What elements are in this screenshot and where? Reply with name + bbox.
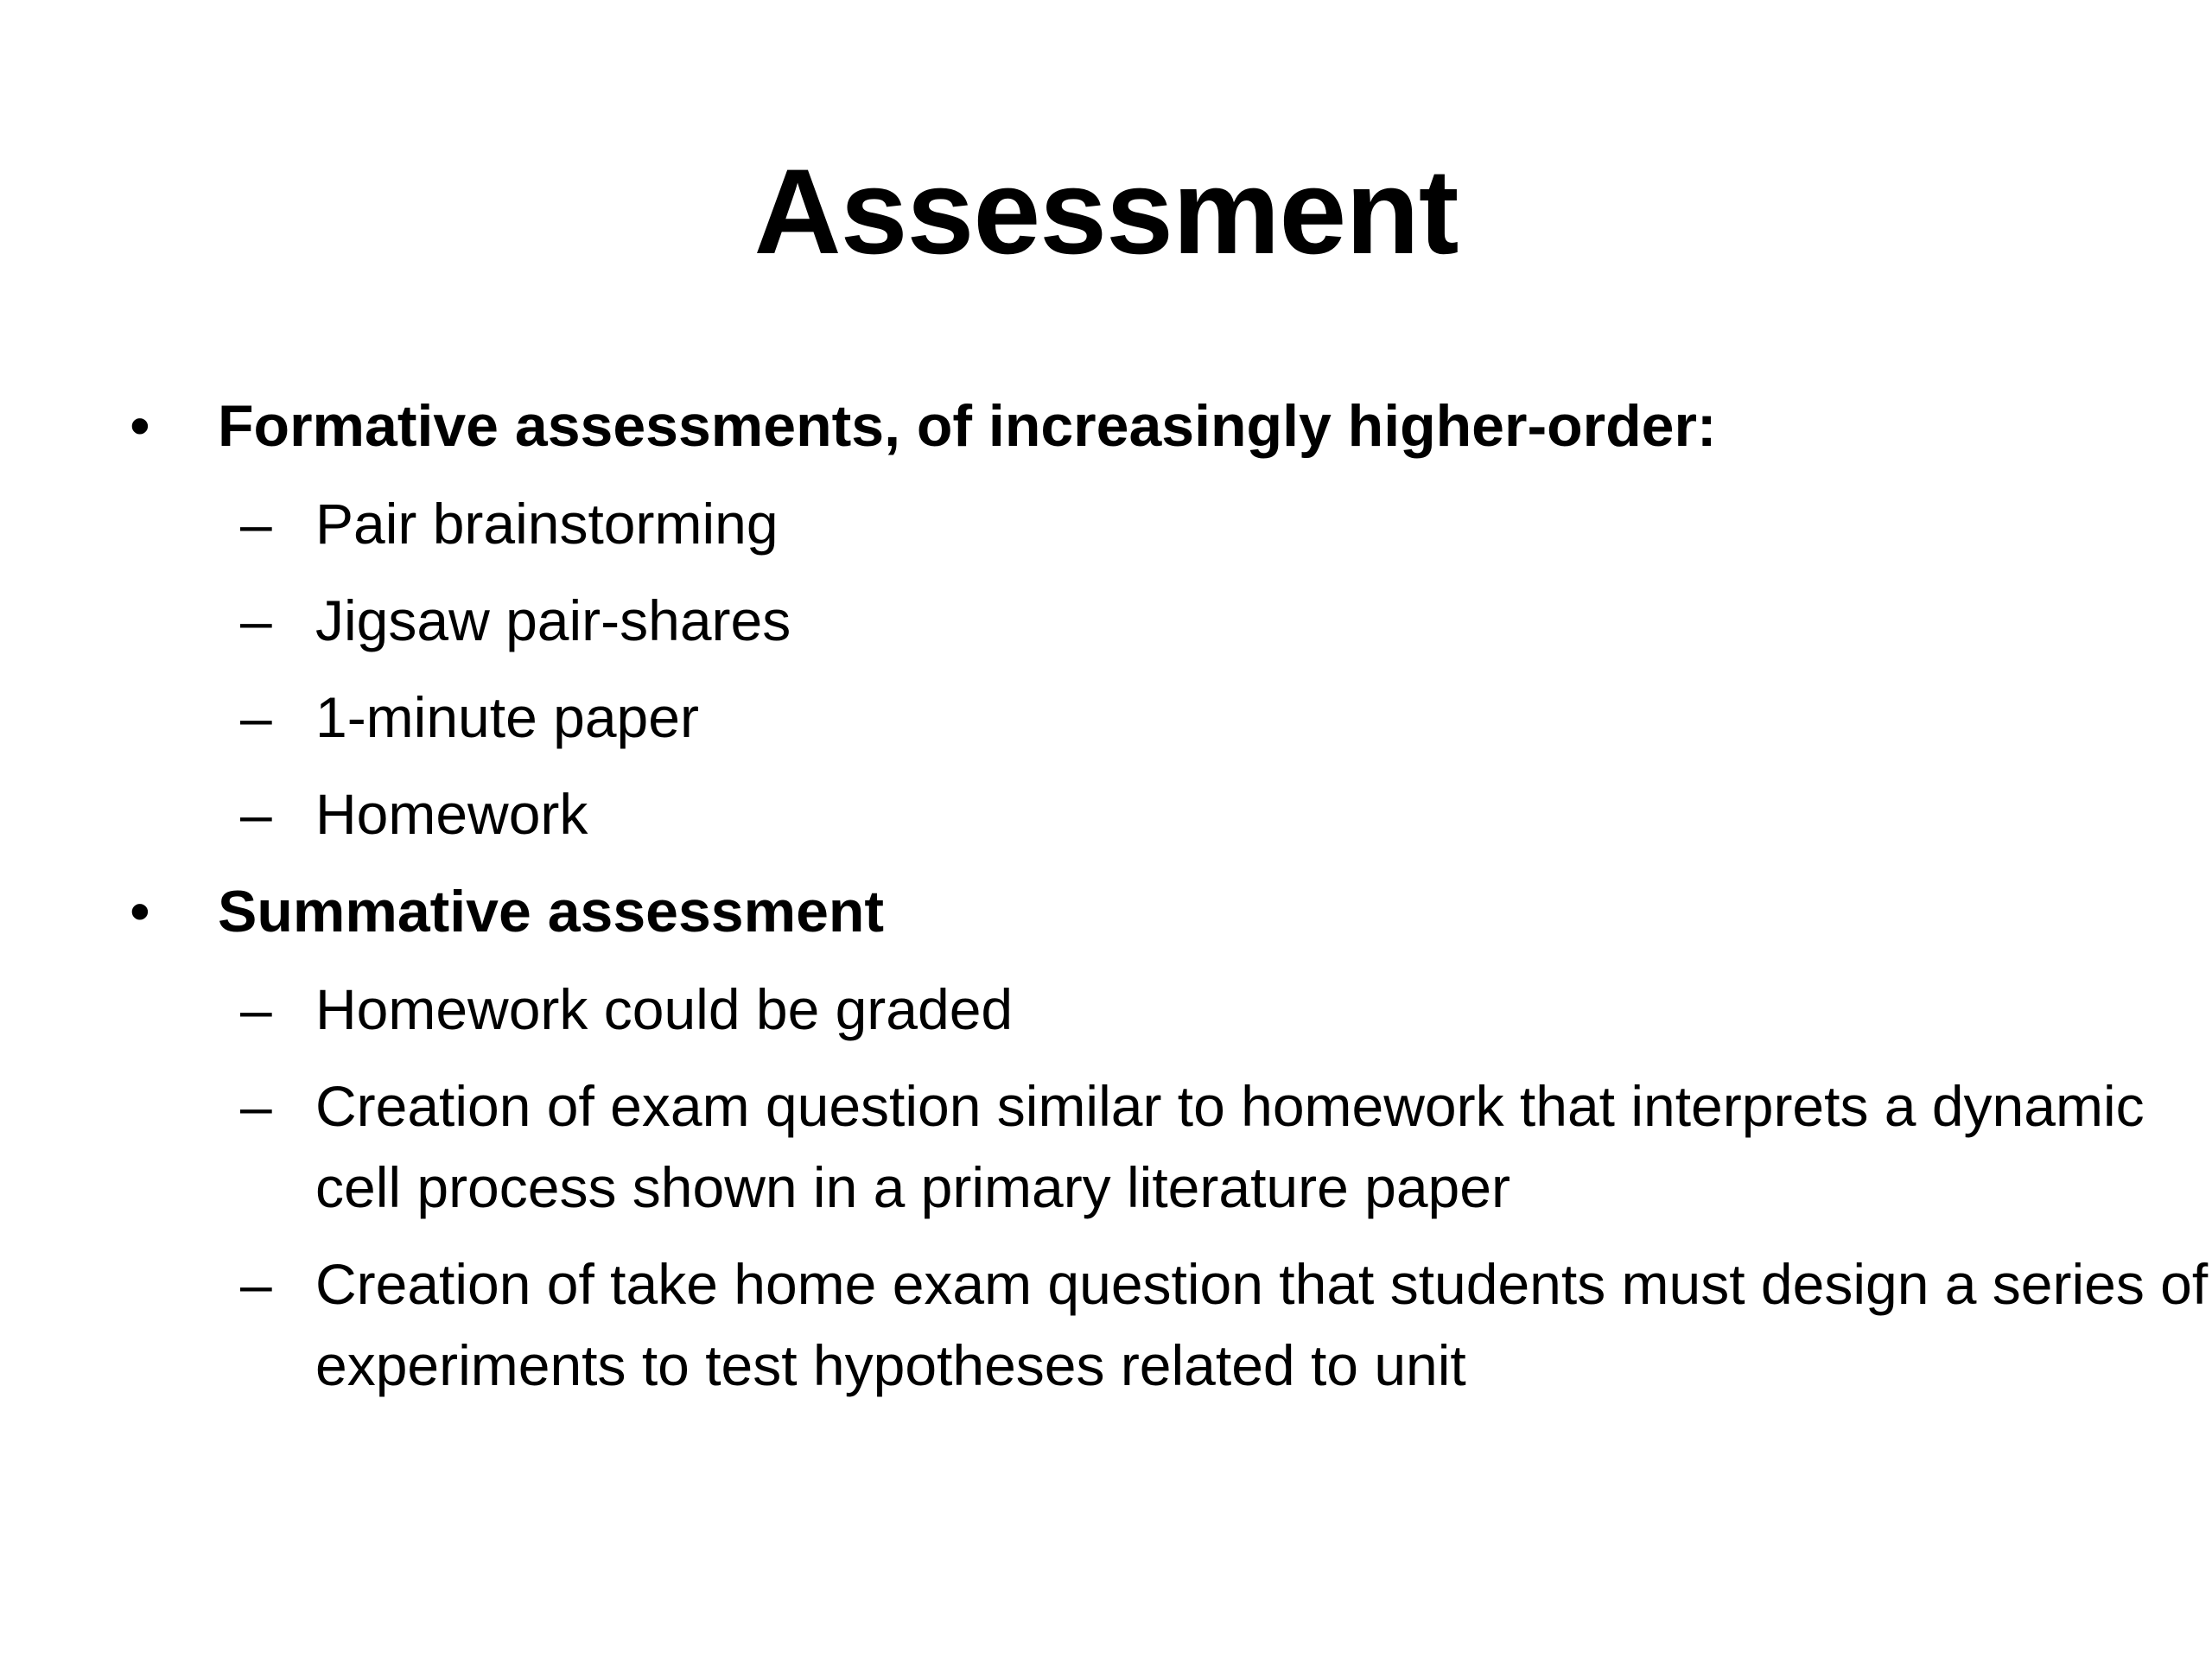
sub-item-text: 1-minute paper: [315, 685, 699, 749]
sub-item-text: Homework: [315, 782, 588, 846]
sub-item-text: Homework could be graded: [315, 977, 1014, 1041]
sub-item-text: Creation of take home exam question that students must design a series of experiments to test hypotheses related to unit: [315, 1252, 2209, 1397]
dash-icon: –: [240, 588, 272, 652]
dash-icon: –: [240, 782, 272, 846]
slide-title: Assessment: [753, 143, 1459, 279]
sub-item: [130, 969, 2212, 1050]
bullet-summative: [130, 870, 2117, 953]
bullet-heading-formative: Formative assessments, of increasingly higher-order:: [218, 393, 1717, 459]
bullet-heading-summative: Summative assessment: [218, 879, 885, 944]
sub-item-text: Jigsaw pair-shares: [315, 588, 791, 652]
sub-item: [130, 1243, 2212, 1406]
sub-item: [130, 483, 2212, 564]
dash-icon: –: [240, 1074, 272, 1138]
dash-icon: –: [240, 685, 272, 749]
sub-item: [130, 677, 2212, 758]
slide-content: [130, 385, 2209, 1421]
dash-icon: –: [240, 492, 272, 556]
sub-item: [130, 773, 2212, 855]
bullet-icon: •: [130, 879, 150, 944]
sub-item-text: Creation of exam question similar to homework that interprets a dynamic cell process shown in a primary literature paper: [315, 1074, 2145, 1219]
dash-icon: –: [240, 977, 272, 1041]
sub-item: [130, 580, 2212, 661]
dash-icon: –: [240, 1252, 272, 1316]
bullet-formative: [130, 385, 2117, 467]
bullet-icon: •: [130, 393, 150, 459]
sub-item: [130, 1065, 2212, 1228]
sub-item-text: Pair brainstorming: [315, 492, 779, 556]
